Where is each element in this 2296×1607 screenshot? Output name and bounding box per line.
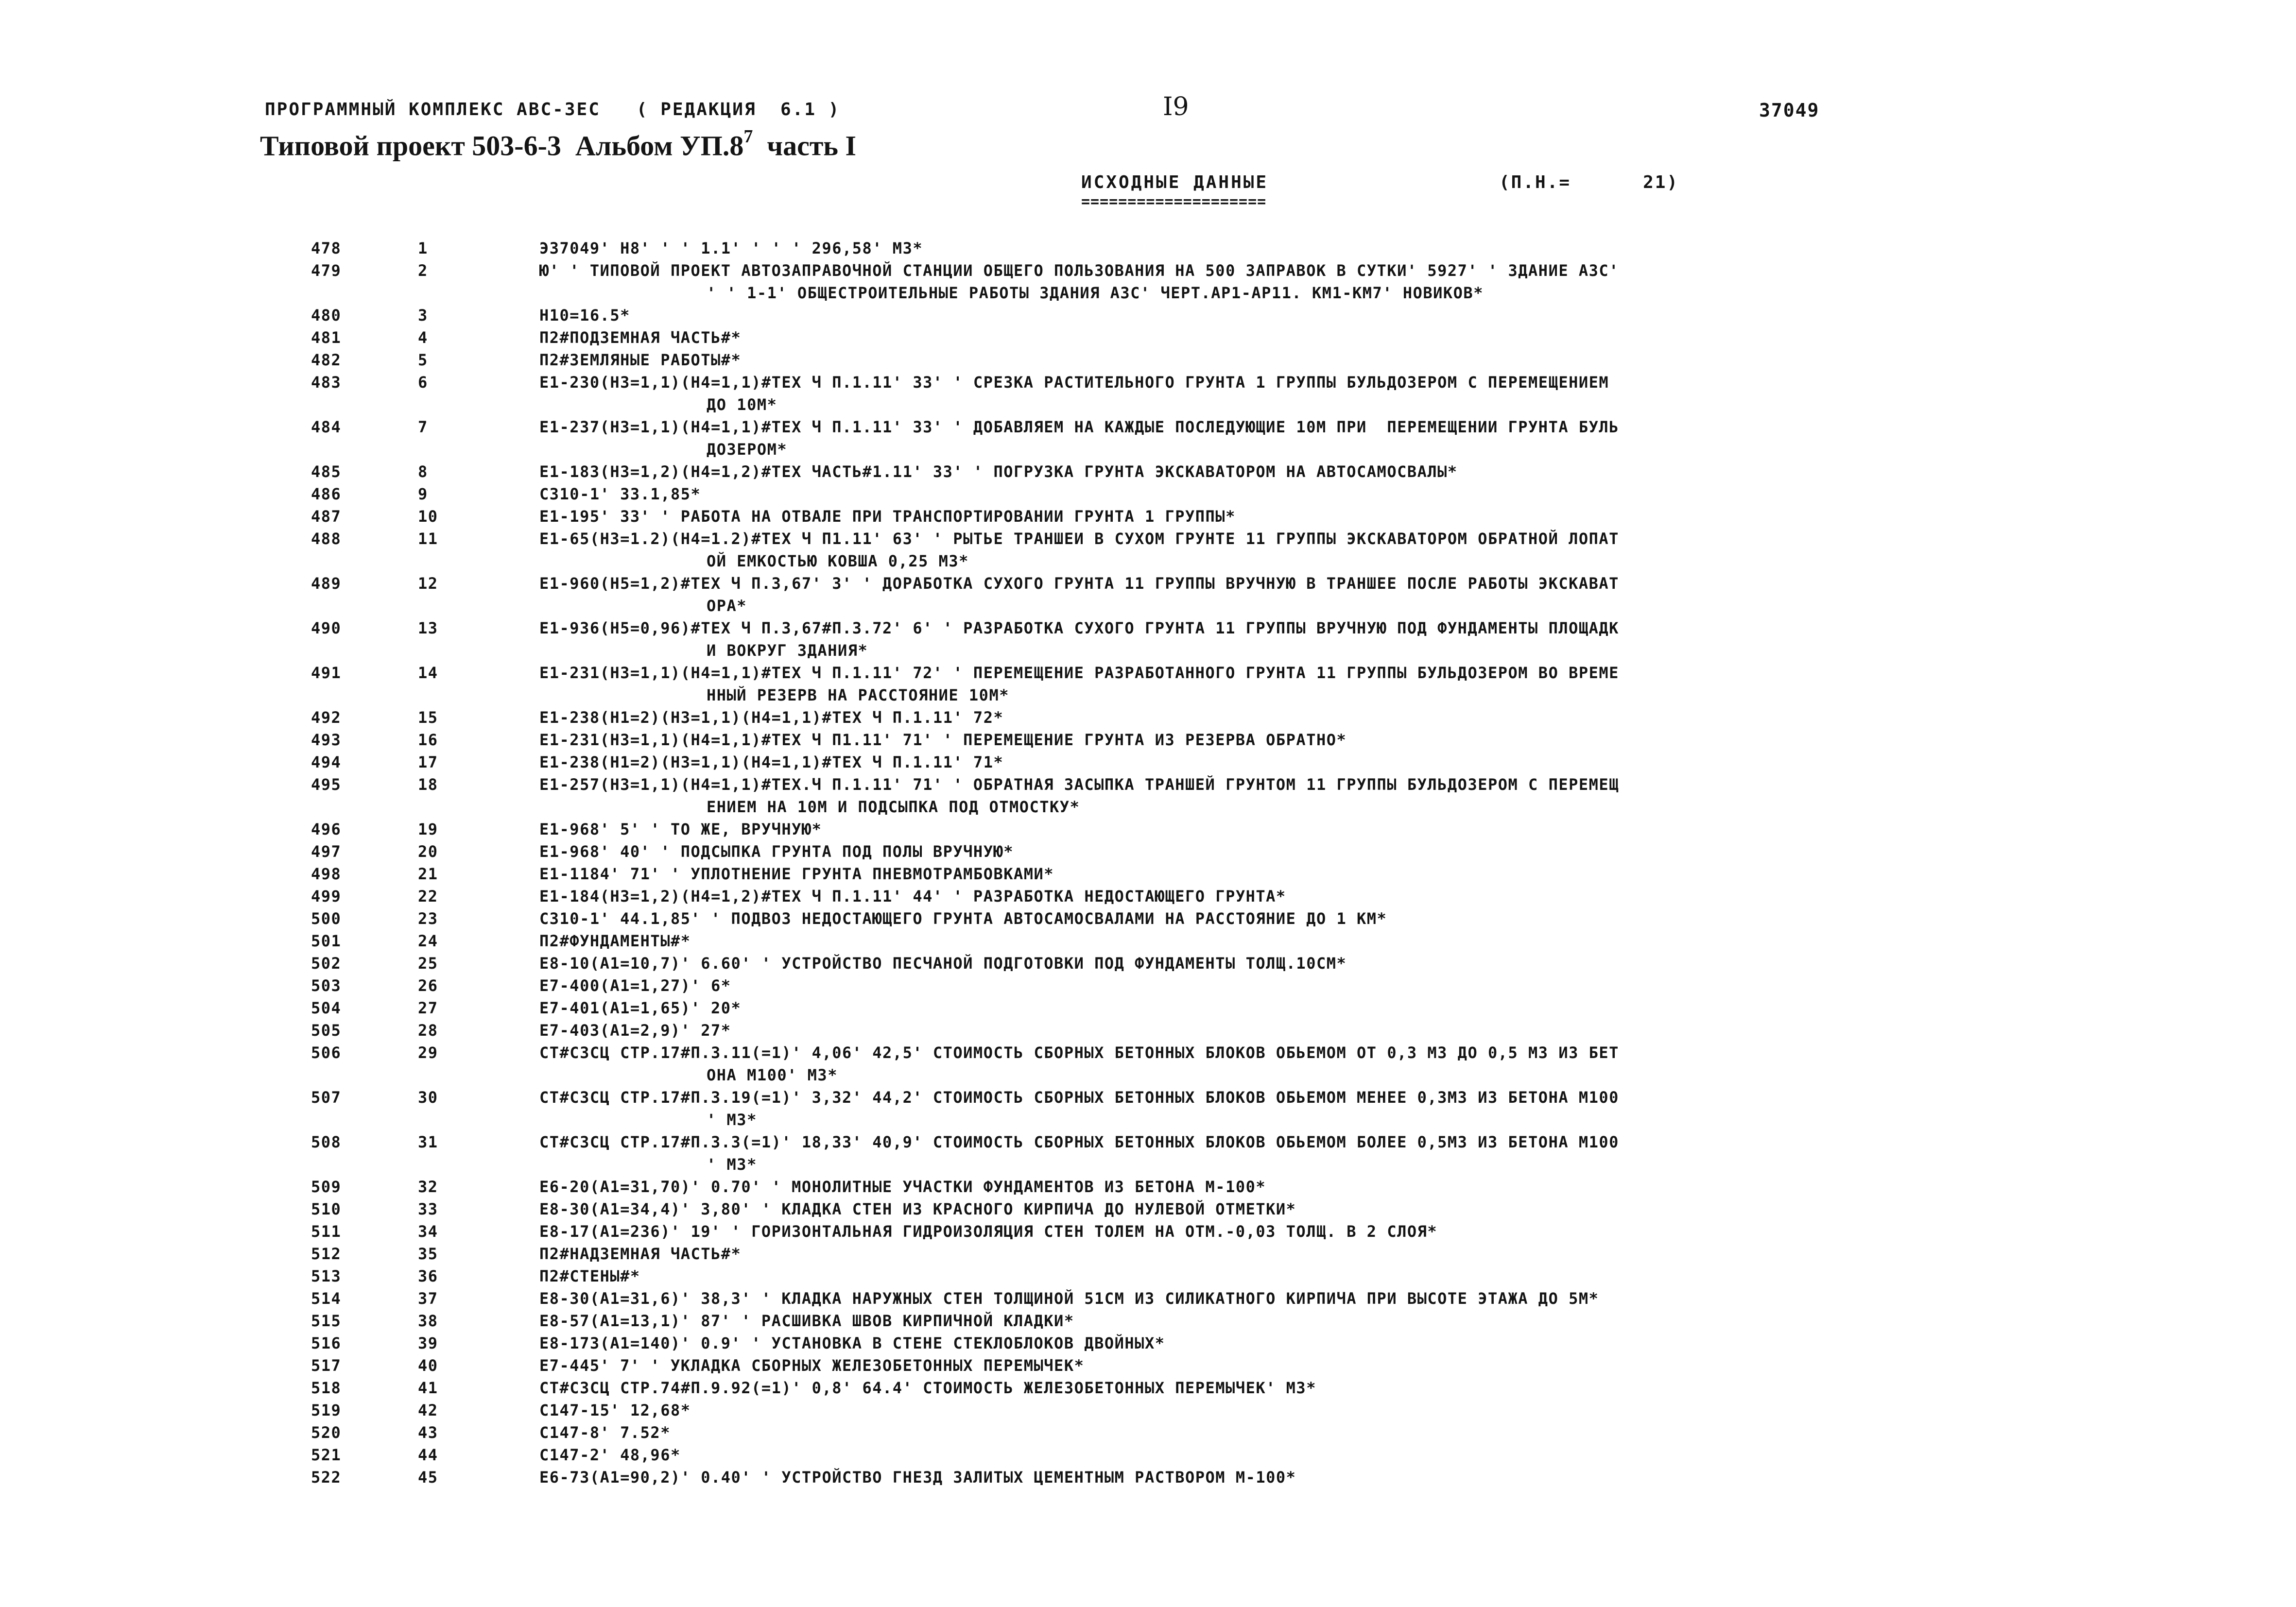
sequence-number: 27	[418, 999, 438, 1017]
listing-row	[0, 1399, 2296, 1421]
statement-line: Е1-936(Н5=0,96)#ТЕХ Ч П.3,67#П.3.72' 6' ' РАЗРАБОТКА СУХОГО ГРУНТА 11 ГРУППЫ ВРУЧНУЮ ПОД ФУНДАМЕНТЫ ПЛОЩАДК	[539, 619, 1619, 637]
sequence-number: 35	[418, 1245, 438, 1263]
sequence-number: 16	[418, 731, 438, 749]
statement-text	[539, 617, 2046, 662]
sequence-number: 40	[418, 1356, 438, 1375]
statement-text	[539, 505, 2046, 528]
document-number: 37049	[1759, 100, 1820, 121]
statement-line: Е7-400(А1=1,27)' 6*	[539, 976, 731, 995]
line-number: 514	[311, 1289, 342, 1308]
line-number: 498	[311, 865, 342, 883]
statement-text	[539, 751, 2046, 773]
line-number: 486	[311, 485, 342, 503]
line-number: 518	[311, 1379, 342, 1397]
statement-line: Е8-17(А1=236)' 19' ' ГОРИЗОНТАЛЬНАЯ ГИДРОИЗОЛЯЦИЯ СТЕН ТОЛЕМ НА ОТМ.-0,03 ТОЛЩ. В 2 СЛОЯ*	[539, 1222, 1438, 1241]
listing-row	[0, 885, 2296, 907]
statement-text	[539, 1287, 2046, 1310]
statement-line: Е8-57(А1=13,1)' 87' ' РАСШИВКА ШВОВ КИРПИЧНОЙ КЛАДКИ*	[539, 1312, 1074, 1330]
listing-row	[0, 1310, 2296, 1332]
statement-text	[539, 1466, 2046, 1488]
statement-text	[539, 907, 2046, 930]
line-number: 507	[311, 1088, 342, 1107]
sequence-number: 4	[418, 328, 428, 347]
project-title	[260, 126, 857, 162]
statement-text	[539, 1332, 2046, 1354]
statement-text	[539, 1399, 2046, 1421]
statement-line: Е6-73(А1=90,2)' 0.40' ' УСТРОЙСТВО ГНЕЗД ЗАЛИТЫХ ЦЕМЕНТНЫМ РАСТВОРОМ М-100*	[539, 1468, 1296, 1487]
listing-row	[0, 416, 2296, 461]
listing-row	[0, 1131, 2296, 1176]
line-number: 492	[311, 708, 342, 727]
line-number: 488	[311, 530, 342, 548]
sequence-number: 38	[418, 1312, 438, 1330]
sequence-number: 33	[418, 1200, 438, 1218]
listing-row	[0, 1332, 2296, 1354]
statement-line: Е8-173(А1=140)' 0.9' ' УСТАНОВКА В СТЕНЕ СТЕКЛОБЛОКОВ ДВОЙНЫХ*	[539, 1334, 1165, 1352]
sequence-number: 23	[418, 909, 438, 928]
line-number: 501	[311, 932, 342, 950]
statement-line: Е6-20(А1=31,70)' 0.70' ' МОНОЛИТНЫЕ УЧАСТКИ ФУНДАМЕНТОВ ИЗ БЕТОНА М-100*	[539, 1178, 1266, 1196]
sequence-number: 32	[418, 1178, 438, 1196]
statement-line: Е1-230(Н3=1,1)(Н4=1,1)#ТЕХ Ч П.1.11' 33' ' СРЕЗКА РАСТИТЕЛЬНОГО ГРУНТА 1 ГРУППЫ БУЛЬДОЗЕРОМ С ПЕРЕМЕЩЕНИЕМ	[539, 373, 1609, 392]
line-number: 511	[311, 1222, 342, 1241]
line-number: 517	[311, 1356, 342, 1375]
listing-row	[0, 729, 2296, 751]
listing-row	[0, 1220, 2296, 1243]
line-number: 504	[311, 999, 342, 1017]
sequence-number: 1	[418, 239, 428, 257]
statement-line: С147-8' 7.52*	[539, 1423, 671, 1442]
line-number: 487	[311, 507, 342, 526]
listing-row	[0, 1377, 2296, 1399]
sequence-number: 28	[418, 1021, 438, 1040]
statement-continuation: ОЙ ЕМКОСТЬЮ КОВША 0,25 М3*	[707, 552, 969, 570]
listing-row	[0, 237, 2296, 259]
statement-text	[539, 1220, 2046, 1243]
statement-line: Е8-10(А1=10,7)' 6.60' ' УСТРОЙСТВО ПЕСЧАНОЙ ПОДГОТОВКИ ПОД ФУНДАМЕНТЫ ТОЛЩ.10СМ*	[539, 954, 1347, 973]
line-number: 497	[311, 842, 342, 861]
statement-line: С310-1' 44.1,85' ' ПОДВОЗ НЕДОСТАЮЩЕГО ГРУНТА АВТОСАМОСВАЛАМИ НА РАССТОЯНИЕ ДО 1 КМ*	[539, 909, 1387, 928]
sequence-number: 8	[418, 462, 428, 481]
sequence-number: 17	[418, 753, 438, 771]
sequence-number: 9	[418, 485, 428, 503]
statement-line: Е1-1184' 71' ' УПЛОТНЕНИЕ ГРУНТА ПНЕВМОТРАМБОВКАМИ*	[539, 865, 1054, 883]
statement-line: СТ#СЗСЦ СТР.17#П.3.11(=1)' 4,06' 42,5' СТОИМОСТЬ СБОРНЫХ БЕТОННЫХ БЛОКОВ ОБЬЕМОМ ОТ 0,3 М3 ДО 0,5 М3 ИЗ БЕТ	[539, 1043, 1619, 1062]
statement-text	[539, 1176, 2046, 1198]
statement-text	[539, 1198, 2046, 1220]
sequence-number: 41	[418, 1379, 438, 1397]
project-part: часть I	[753, 130, 857, 162]
listing-row	[0, 528, 2296, 572]
statement-text	[539, 885, 2046, 907]
statement-text	[539, 1131, 2046, 1176]
statement-text	[539, 863, 2046, 885]
line-number: 484	[311, 418, 342, 436]
listing-row	[0, 371, 2296, 416]
sequence-number: 12	[418, 574, 438, 593]
sequence-number: 45	[418, 1468, 438, 1487]
listing-row	[0, 259, 2296, 304]
line-number: 491	[311, 664, 342, 682]
statement-text	[539, 1265, 2046, 1287]
statement-text	[539, 840, 2046, 863]
statement-line: Е1-231(Н3=1,1)(Н4=1,1)#ТЕХ Ч П.1.11' 72' ' ПЕРЕМЕЩЕНИЕ РАЗРАБОТАННОГО ГРУНТА 11 ГРУППЫ БУЛЬДОЗЕРОМ ВО ВРЕМЕ	[539, 664, 1619, 682]
statement-line: СТ#СЗСЦ СТР.17#П.3.3(=1)' 18,33' 40,9' СТОИМОСТЬ СБОРНЫХ БЕТОННЫХ БЛОКОВ ОБЬЕМОМ БОЛЕЕ 0,5М3 ИЗ БЕТОНА М100	[539, 1133, 1619, 1151]
line-number: 479	[311, 261, 342, 280]
statement-line: Е1-257(Н3=1,1)(Н4=1,1)#ТЕХ.Ч П.1.11' 71' ' ОБРАТНАЯ ЗАСЫПКА ТРАНШЕЙ ГРУНТОМ 11 ГРУППЫ БУЛЬДОЗЕРОМ С ПЕРЕМЕЩ	[539, 775, 1619, 794]
sequence-number: 10	[418, 507, 438, 526]
listing-row	[0, 1086, 2296, 1131]
statement-text	[539, 1310, 2046, 1332]
statement-line: Е1-65(Н3=1.2)(Н4=1.2)#ТЕХ Ч П1.11' 63' ' РЫТЬЕ ТРАНШЕИ В СУХОМ ГРУНТЕ 11 ГРУППЫ ЭКСКАВАТОРОМ ОБРАТНОЙ ЛОПАТ	[539, 530, 1619, 548]
statement-text	[539, 237, 2046, 259]
sequence-number: 11	[418, 530, 438, 548]
statement-continuation: ДО 10М*	[707, 395, 777, 414]
statement-text	[539, 1243, 2046, 1265]
sequence-number: 22	[418, 887, 438, 906]
statement-text	[539, 371, 2046, 416]
statement-continuation: ННЫЙ РЕЗЕРВ НА РАССТОЯНИЕ 10М*	[707, 686, 1009, 704]
statement-text	[539, 952, 2046, 974]
line-number: 485	[311, 462, 342, 481]
statement-text	[539, 1019, 2046, 1042]
listing-row	[0, 326, 2296, 349]
statement-line: Е1-183(Н3=1,2)(Н4=1,2)#ТЕХ ЧАСТЬ#1.11' 33' ' ПОГРУЗКА ГРУНТА ЭКСКАВАТОРОМ НА АВТОСАМОСВАЛЫ*	[539, 462, 1458, 481]
statement-line: Е1-237(Н3=1,1)(Н4=1,1)#ТЕХ Ч П.1.11' 33' ' ДОБАВЛЯЕМ НА КАЖДЫЕ ПОСЛЕДУЮЩИЕ 10М ПРИ ПЕРЕМЕЩЕНИИ ГРУНТА БУЛЬ	[539, 418, 1619, 436]
statement-continuation: И ВОКРУГ ЗДАНИЯ*	[707, 641, 868, 660]
listing-row	[0, 751, 2296, 773]
statement-text	[539, 483, 2046, 505]
line-number: 513	[311, 1267, 342, 1285]
statement-line: Е1-238(Н1=2)(Н3=1,1)(Н4=1,1)#ТЕХ Ч П.1.11' 71*	[539, 753, 1004, 771]
line-number: 522	[311, 1468, 342, 1487]
sequence-number: 26	[418, 976, 438, 995]
listing-row	[0, 483, 2296, 505]
sequence-number: 24	[418, 932, 438, 950]
source-listing	[0, 237, 2296, 1488]
statement-line: Е8-30(А1=34,4)' 3,80' ' КЛАДКА СТЕН ИЗ КРАСНОГО КИРПИЧА ДО НУЛЕВОЙ ОТМЕТКИ*	[539, 1200, 1296, 1218]
line-number: 480	[311, 306, 342, 325]
listing-row	[0, 1444, 2296, 1466]
listing-row	[0, 1019, 2296, 1042]
statement-text	[539, 349, 2046, 371]
statement-text	[539, 1086, 2046, 1131]
project-superscript: 7	[743, 126, 753, 147]
sequence-number: 30	[418, 1088, 438, 1107]
statement-line: С147-2' 48,96*	[539, 1446, 681, 1464]
statement-text	[539, 662, 2046, 706]
listing-row	[0, 773, 2296, 818]
listing-row	[0, 349, 2296, 371]
sequence-number: 3	[418, 306, 428, 325]
sequence-number: 37	[418, 1289, 438, 1308]
listing-row	[0, 1042, 2296, 1086]
listing-row	[0, 974, 2296, 997]
sequence-number: 25	[418, 954, 438, 973]
statement-line: Е1-184(Н3=1,2)(Н4=1,2)#ТЕХ Ч П.1.11' 44' ' РАЗРАБОТКА НЕДОСТАЮЩЕГО ГРУНТА*	[539, 887, 1286, 906]
statement-line: С147-15' 12,68*	[539, 1401, 691, 1419]
statement-text	[539, 259, 2046, 304]
listing-row	[0, 1421, 2296, 1444]
statement-text	[539, 461, 2046, 483]
line-number: 494	[311, 753, 342, 771]
sequence-number: 13	[418, 619, 438, 637]
sequence-number: 43	[418, 1423, 438, 1442]
sequence-number: 5	[418, 351, 428, 369]
project-name: Типовой проект 503-6-3 Альбом УП.8	[260, 130, 744, 162]
sequence-number: 44	[418, 1446, 438, 1464]
section-underline: ====================	[1081, 193, 1267, 210]
listing-row	[0, 1176, 2296, 1198]
statement-text	[539, 1444, 2046, 1466]
statement-text	[539, 1042, 2046, 1086]
statement-text	[539, 930, 2046, 952]
page-number: I9	[1163, 92, 1189, 121]
line-number: 478	[311, 239, 342, 257]
statement-line: СТ#СЗСЦ СТР.17#П.3.19(=1)' 3,32' 44,2' СТОИМОСТЬ СБОРНЫХ БЕТОННЫХ БЛОКОВ ОБЬЕМОМ МЕНЕЕ 0,3М3 ИЗ БЕТОНА М100	[539, 1088, 1619, 1107]
sequence-number: 14	[418, 664, 438, 682]
line-number: 515	[311, 1312, 342, 1330]
line-number: 521	[311, 1446, 342, 1464]
statement-text	[539, 1354, 2046, 1377]
listing-row	[0, 1287, 2296, 1310]
page-count-label: (П.Н.= 21)	[1499, 172, 1679, 192]
statement-text	[539, 729, 2046, 751]
statement-line: Е1-238(Н1=2)(Н3=1,1)(Н4=1,1)#ТЕХ Ч П.1.11' 72*	[539, 708, 1004, 727]
statement-line: Е1-231(Н3=1,1)(Н4=1,1)#ТЕХ Ч П1.11' 71' ' ПЕРЕМЕЩЕНИЕ ГРУНТА ИЗ РЕЗЕРВА ОБРАТНО*	[539, 731, 1347, 749]
listing-row	[0, 818, 2296, 840]
line-number: 500	[311, 909, 342, 928]
sequence-number: 18	[418, 775, 438, 794]
line-number: 489	[311, 574, 342, 593]
statement-continuation: ' М3*	[707, 1155, 757, 1174]
statement-line: Е8-30(А1=31,6)' 38,3' ' КЛАДКА НАРУЖНЫХ СТЕН ТОЛЩИНОЙ 51СМ ИЗ СИЛИКАТНОГО КИРПИЧА ПРИ ВЫСОТЕ ЭТАЖА ДО 5М*	[539, 1289, 1599, 1308]
statement-line: Е7-445' 7' ' УКЛАДКА СБОРНЫХ ЖЕЛЕЗОБЕТОННЫХ ПЕРЕМЫЧЕК*	[539, 1356, 1085, 1375]
statement-line: П2#ЗЕМЛЯНЫЕ РАБОТЫ#*	[539, 351, 742, 369]
statement-line: П2#НАДЗЕМНАЯ ЧАСТЬ#*	[539, 1245, 742, 1263]
statement-line: Е7-403(А1=2,9)' 27*	[539, 1021, 731, 1040]
line-number: 503	[311, 976, 342, 995]
listing-row	[0, 662, 2296, 706]
line-number: 520	[311, 1423, 342, 1442]
listing-row	[0, 617, 2296, 662]
line-number: 483	[311, 373, 342, 392]
listing-row	[0, 304, 2296, 326]
line-number: 493	[311, 731, 342, 749]
statement-text	[539, 773, 2046, 818]
sequence-number: 34	[418, 1222, 438, 1241]
sequence-number: 15	[418, 708, 438, 727]
listing-row	[0, 505, 2296, 528]
listing-row	[0, 907, 2296, 930]
line-number: 495	[311, 775, 342, 794]
statement-text	[539, 304, 2046, 326]
statement-line: Е1-968' 5' ' ТО ЖЕ, ВРУЧНУЮ*	[539, 820, 822, 838]
line-number: 508	[311, 1133, 342, 1151]
listing-row	[0, 1354, 2296, 1377]
statement-text	[539, 997, 2046, 1019]
statement-continuation: ' ' 1-1' ОБЩЕСТРОИТЕЛЬНЫЕ РАБОТЫ ЗДАНИЯ АЗС' ЧЕРТ.АР1-АР11. КМ1-КМ7' НОВИКОВ*	[707, 284, 1484, 302]
statement-line: Е1-195' 33' ' РАБОТА НА ОТВАЛЕ ПРИ ТРАНСПОРТИРОВАНИИ ГРУНТА 1 ГРУППЫ*	[539, 507, 1236, 526]
statement-line: СТ#СЗСЦ СТР.74#П.9.92(=1)' 0,8' 64.4' СТОИМОСТЬ ЖЕЛЕЗОБЕТОННЫХ ПЕРЕМЫЧЕК' М3*	[539, 1379, 1316, 1397]
statement-line: П2#ПОДЗЕМНАЯ ЧАСТЬ#*	[539, 328, 742, 347]
line-number: 481	[311, 328, 342, 347]
line-number: 502	[311, 954, 342, 973]
statement-text	[539, 1421, 2046, 1444]
statement-continuation: ДОЗЕРОМ*	[707, 440, 788, 459]
sequence-number: 36	[418, 1267, 438, 1285]
sequence-number: 19	[418, 820, 438, 838]
line-number: 496	[311, 820, 342, 838]
section-title: ИСХОДНЫЕ ДАННЫЕ	[1081, 172, 1269, 192]
line-number: 519	[311, 1401, 342, 1419]
statement-line: Е1-960(Н5=1,2)#ТЕХ Ч П.3,67' 3' ' ДОРАБОТКА СУХОГО ГРУНТА 11 ГРУППЫ ВРУЧНУЮ В ТРАНШЕЕ ПОСЛЕ РАБОТЫ ЭКСКАВАТ	[539, 574, 1619, 593]
listing-row	[0, 930, 2296, 952]
program-title: ПРОГРАММНЫЙ КОМПЛЕКС АВС-ЗЕС ( РЕДАКЦИЯ 6.1 )	[265, 100, 841, 120]
statement-line: Е1-968' 40' ' ПОДСЫПКА ГРУНТА ПОД ПОЛЫ ВРУЧНУЮ*	[539, 842, 1014, 861]
sequence-number: 21	[418, 865, 438, 883]
listing-row	[0, 1243, 2296, 1265]
listing-row	[0, 572, 2296, 617]
line-number: 499	[311, 887, 342, 906]
statement-line: П2#СТЕНЫ#*	[539, 1267, 640, 1285]
statement-text	[539, 1377, 2046, 1399]
sequence-number: 6	[418, 373, 428, 392]
listing-row	[0, 1198, 2296, 1220]
line-number: 512	[311, 1245, 342, 1263]
sequence-number: 31	[418, 1133, 438, 1151]
statement-line: Ю' ' ТИПОВОЙ ПРОЕКТ АВТОЗАПРАВОЧНОЙ СТАНЦИИ ОБЩЕГО ПОЛЬЗОВАНИЯ НА 500 ЗАПРАВОК В СУТКИ' 5927' ' ЗДАНИЕ АЗС'	[539, 261, 1619, 280]
statement-text	[539, 818, 2046, 840]
listing-row	[0, 840, 2296, 863]
statement-continuation: ОНА М100' М3*	[707, 1066, 838, 1084]
statement-line: С310-1' 33.1,85*	[539, 485, 701, 503]
statement-continuation: ' М3*	[707, 1111, 757, 1129]
statement-continuation: ЕНИЕМ НА 10М И ПОДСЫПКА ПОД ОТМОСТКУ*	[707, 798, 1080, 816]
listing-row	[0, 1265, 2296, 1287]
sequence-number: 42	[418, 1401, 438, 1419]
statement-line: Н10=16.5*	[539, 306, 630, 325]
statement-line: П2#ФУНДАМЕНТЫ#*	[539, 932, 691, 950]
line-number: 505	[311, 1021, 342, 1040]
line-number: 482	[311, 351, 342, 369]
line-number: 510	[311, 1200, 342, 1218]
listing-row	[0, 952, 2296, 974]
line-number: 490	[311, 619, 342, 637]
statement-line: Э37049' Н8' ' ' 1.1' ' ' ' 296,58' М3*	[539, 239, 923, 257]
listing-row	[0, 706, 2296, 729]
statement-text	[539, 572, 2046, 617]
listing-row	[0, 997, 2296, 1019]
statement-text	[539, 974, 2046, 997]
listing-row	[0, 1466, 2296, 1488]
line-number: 509	[311, 1178, 342, 1196]
sequence-number: 39	[418, 1334, 438, 1352]
statement-text	[539, 706, 2046, 729]
sequence-number: 29	[418, 1043, 438, 1062]
sequence-number: 7	[418, 418, 428, 436]
statement-text	[539, 528, 2046, 572]
statement-text	[539, 416, 2046, 461]
line-number: 506	[311, 1043, 342, 1062]
listing-row	[0, 863, 2296, 885]
statement-line: Е7-401(А1=1,65)' 20*	[539, 999, 742, 1017]
sequence-number: 2	[418, 261, 428, 280]
listing-row	[0, 461, 2296, 483]
sequence-number: 20	[418, 842, 438, 861]
line-number: 516	[311, 1334, 342, 1352]
statement-continuation: ОРА*	[707, 597, 747, 615]
statement-text	[539, 326, 2046, 349]
